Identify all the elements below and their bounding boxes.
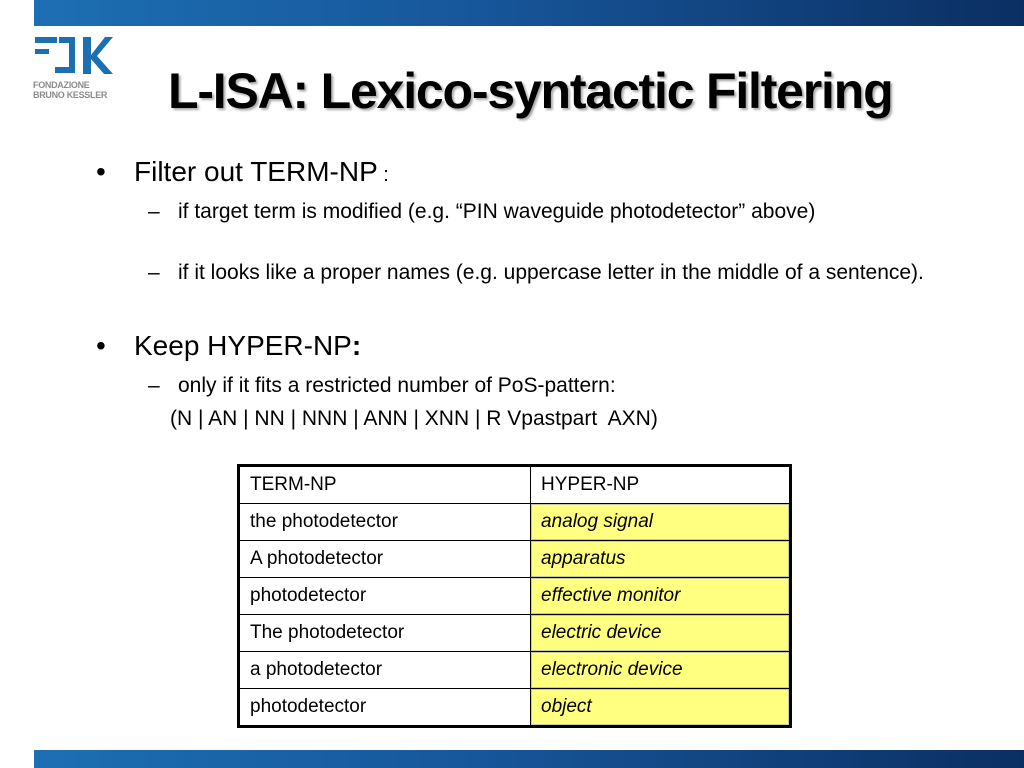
sub-bullet-marker: –	[148, 261, 160, 284]
table-row	[239, 652, 791, 689]
sub-bullet-marker: –	[148, 200, 160, 223]
bullet-filter-out-suffix: :	[377, 164, 389, 186]
sub-bullet-marker: –	[148, 374, 160, 397]
fbk-logo	[33, 34, 115, 104]
table-row	[239, 541, 791, 578]
logo-text	[33, 80, 107, 100]
table-row	[239, 689, 791, 727]
hyper-np-cell: analog signal	[531, 504, 791, 541]
header-bar	[34, 0, 1024, 26]
term-np-cell: a photodetector	[239, 652, 531, 689]
table-row	[239, 578, 791, 615]
bullet-marker: •	[96, 156, 106, 187]
hyper-np-cell: effective monitor	[531, 578, 791, 615]
bullet-keep-hyper	[134, 330, 361, 362]
hyper-np-cell: electric device	[531, 615, 791, 652]
bullet-keep-hyper-text: Keep HYPER-NP	[134, 330, 352, 361]
hyper-np-cell: electronic device	[531, 652, 791, 689]
header-term-np: TERM-NP	[239, 466, 531, 504]
fbk-logo-icon	[33, 34, 113, 78]
sub-bullet-proper-names: if it looks like a proper names (e.g. uppercase letter in the middle of a sentence).	[178, 261, 924, 284]
term-np-cell: the photodetector	[239, 504, 531, 541]
table-row	[239, 504, 791, 541]
bullet-marker: •	[96, 330, 106, 361]
slide-title: L-ISA: Lexico-syntactic Filtering	[168, 63, 893, 119]
table-row	[239, 615, 791, 652]
term-np-cell: The photodetector	[239, 615, 531, 652]
pos-pattern-list: (N | AN | NN | NNN | ANN | XNN | R Vpastpart AXN)	[170, 407, 658, 430]
term-np-cell: photodetector	[239, 578, 531, 615]
bullet-filter-out	[134, 156, 389, 191]
table-header-row	[239, 466, 791, 504]
term-np-cell: A photodetector	[239, 541, 531, 578]
logo-line1: FONDAZIONE	[33, 80, 90, 90]
footer-bar	[34, 750, 1024, 768]
logo-line2: BRUNO KESSLER	[33, 90, 108, 100]
bullet-keep-hyper-suffix: :	[351, 330, 362, 361]
hyper-np-cell: apparatus	[531, 541, 791, 578]
sub-bullet-modified: if target term is modified (e.g. “PIN waveguide photodetector” above)	[178, 200, 816, 223]
hyper-np-cell: object	[531, 689, 791, 727]
bullet-filter-out-text: Filter out TERM-NP	[134, 156, 378, 187]
np-table	[237, 464, 792, 728]
term-np-cell: photodetector	[239, 689, 531, 727]
header-hyper-np: HYPER-NP	[531, 466, 791, 504]
sub-bullet-pos-pattern: only if it fits a restricted number of PoS-pattern:	[178, 374, 616, 397]
